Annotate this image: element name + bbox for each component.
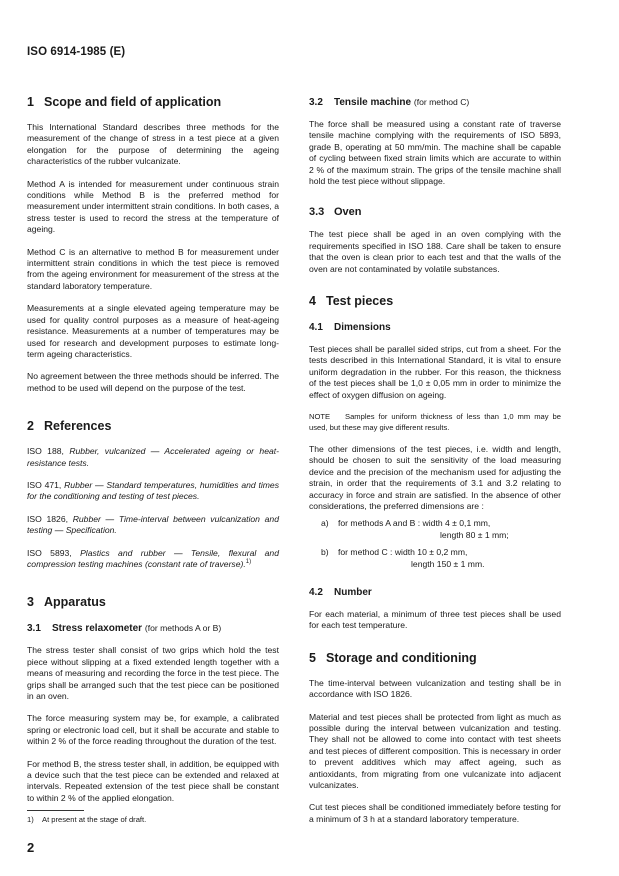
subsection-4-2-heading: 4.2 Number: [309, 586, 372, 598]
reference-item: ISO 1826, Rubber — Time-interval between vulcanization and testing — Specification.: [27, 513, 279, 536]
dimension-list: a) for methods A and B : width 4 ± 0,1 mm, length 80 ± 1 mm; b) for method C : width 10 ± 0,2 mm, length 150 ± 1 mm.: [321, 518, 561, 570]
paragraph: Material and test pieces shall be protected from light as much as possible during the interval between vulcanization and testing. They shall not be allowed to come into contact with test sheets and test pieces of different composition. This is necessary in order to prevent additives which may affect ageing, such as antioxidants, from migrating from one vulcanizate into adjacent vulcanizates.: [309, 711, 561, 791]
paragraph: The stress tester shall consist of two grips which hold the test piece without slipping at a fixed extended length together with a means of measuring and recording the force in the test piece. The grips shall be arranged such that the test piece can be positioned in an oven.: [27, 645, 279, 701]
footnote-divider: [27, 810, 84, 811]
section-2-heading: 2 References: [27, 419, 112, 434]
subsection-3-1-heading: 3.1 Stress relaxometer (for methods A or B): [27, 623, 222, 635]
footnote-marker: 1): [245, 559, 252, 566]
note: NOTE Samples for uniform thickness of less than 1,0 mm may be used, but these may give different results.: [309, 412, 561, 432]
section-5-heading: 5 Storage and conditioning: [309, 650, 477, 665]
paragraph: Test pieces shall be parallel sided strips, cut from a sheet. For the tests described in this International Standard, it is vital to ensure uniform degradation in the rubber. For this reason, the thickness of the test pieces shall be 1,0 ± 0,05 mm in order to minimize the effect of oxygen diffusion on ageing.: [309, 344, 561, 400]
paragraph: The other dimensions of the test pieces, i.e. width and length, should be chosen to suit the sensitivity of the load measuring device and the precision of the mechanism used for adjusting the strain, in order that the requirements of 3.1 and 3.2 relating to accuracy in force and strain are satisfied. In the absence of other considerations, the preferred dimensions are :: [309, 443, 561, 511]
subsection-3-3-heading: 3.3 Oven: [309, 206, 362, 219]
paragraph: For method B, the stress tester shall, in addition, be equipped with a device such that the test piece can be extended and relaxed at intervals. Repeated extension of the test piece shall be constant to within 2 % of the applied elongation.: [27, 758, 279, 803]
paragraph: Method C is an alternative to method B for measurement under intermittent strain conditions in which the test piece is removed from the ageing environment for measurement of the stress at the standard laboratory temperature.: [27, 246, 279, 291]
list-item: b) for method C : width 10 ± 0,2 mm,: [321, 547, 468, 558]
section-4-heading: 4 Test pieces: [309, 294, 394, 309]
paragraph: No agreement between the three methods should be inferred. The method to be used will depend on the purpose of the test.: [27, 371, 279, 393]
subsection-4-1-heading: 4.1 Dimensions: [309, 322, 391, 334]
section-3-heading: 3 Apparatus: [27, 595, 106, 610]
paragraph: The test piece shall be aged in an oven complying with the requirements specified in ISO 188. Care shall be taken to ensure that the oven is clean prior to each test and that the walls of the oven are not contaminated by volatile substances.: [309, 229, 561, 274]
reference-item: ISO 5893, Plastics and rubber — Tensile, flexural and compression testing machines (constant rate of traverse).$^{1)}$: [27, 547, 279, 569]
reference-item: ISO 471, Rubber — Standard temperatures, humidities and times for the conditioning and testing of test pieces.: [27, 479, 279, 502]
left-column: [27, 95, 279, 815]
paragraph: For each material, a minimum of three test pieces shall be used for each test temperature.: [309, 608, 561, 631]
page-number: 2: [27, 840, 35, 855]
right-column: [309, 96, 561, 836]
paragraph: The time-interval between vulcanization and testing shall be in accordance with ISO 1826.: [309, 677, 561, 700]
subsection-3-2-heading: 3.2 Tensile machine (for method C): [309, 97, 470, 108]
paragraph: Measurements at a single elevated ageing temperature may be used for quality control purposes as a measure of heat-ageing resistance. Measurements at a number of temperatures may be used for research and development purposes to estimate long-term ageing characteristics.: [27, 303, 279, 359]
document-header: ISO 6914-1985 (E): [27, 46, 126, 58]
reference-item: ISO 188, Rubber, vulcanized — Accelerated ageing or heat-resistance tests.: [27, 446, 279, 468]
paragraph: The force measuring system may be, for example, a calibrated spring or electronic load cell, but it shall be accurate and stable to within 2 % of the force reading throughout the duration of the test.: [27, 713, 279, 747]
footnote: 1) At present at the stage of draft.: [27, 815, 147, 824]
paragraph: Method A is intended for measurement under continuous strain conditions while Method B is the preferred method for measurement under intermittent strain conditions. In both cases, a stress tester is used to record the stress at the temperature of ageing.: [27, 178, 279, 235]
paragraph: This International Standard describes three methods for the measurement of the change of stress in a test piece at a given elongation for the purpose of determining the ageing characteristics of the rubber vulcanizate.: [27, 122, 279, 167]
paragraph: The force shall be measured using a constant rate of traverse tensile machine complying with the requirements of ISO 5893, grade B, operating at 50 mm/min. The machine shall be capable of cycling between fixed strain limits which are accurate to within 2 % of the maximum strain. The grips of the tensile machine shall hold the test piece without slippage.: [309, 119, 561, 187]
section-1-heading: 1 Scope and field of application: [27, 95, 222, 109]
list-item: a) for methods A and B : width 4 ± 0,1 mm,: [321, 518, 491, 529]
paragraph: Cut test pieces shall be conditioned immediately before testing for a minimum of 3 h at a standard laboratory temperature.: [309, 802, 561, 824]
